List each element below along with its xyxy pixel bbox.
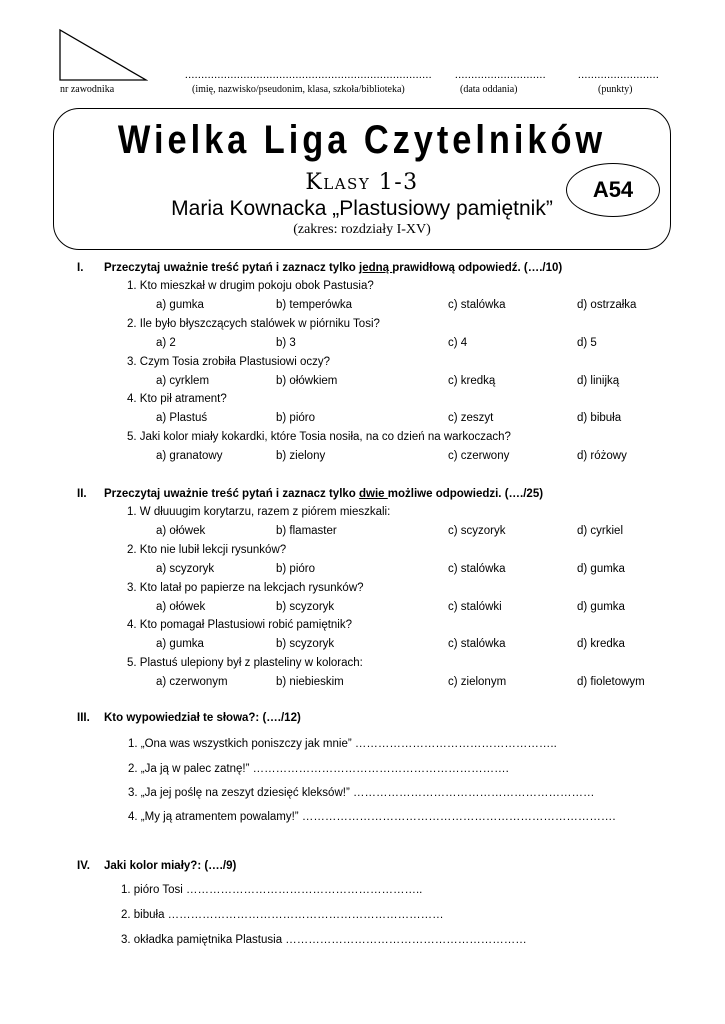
answer-option-d[interactable]: d) gumka (577, 600, 625, 613)
question-3: 3. Kto latał po papierze na lekcjach rysunków? (127, 581, 364, 594)
section-1-number: I. (77, 262, 84, 274)
answer-option-d[interactable]: d) ostrzałka (577, 299, 637, 311)
answer-option-b[interactable]: b) 3 (276, 336, 296, 349)
color-line-1[interactable]: 1. pióro Tosi …………………………………………………….. (121, 884, 423, 896)
answer-option-b[interactable]: b) niebieskim (276, 676, 344, 689)
answer-option-a[interactable]: a) granatowy (156, 450, 223, 463)
answer-option-d[interactable]: d) gumka (577, 562, 625, 575)
question-4: 4. Kto pił atrament? (127, 393, 227, 406)
name-blank[interactable]: ............................................................................ (185, 69, 432, 81)
section-3-instruction: Kto wypowiedział te słowa?: (…./12) (104, 712, 301, 724)
classes-subtitle: Klasy 1-3 (305, 170, 419, 195)
triangle-shape (60, 30, 146, 80)
section-4-number: IV. (77, 860, 91, 872)
answer-option-d[interactable]: d) cyrkiel (577, 525, 624, 537)
answer-option-a[interactable]: a) gumka (156, 299, 204, 311)
points-blank[interactable]: ......................... (578, 69, 660, 81)
name-label: (imię, nazwisko/pseudonim, klasa, szkoła/biblioteka) (192, 84, 405, 95)
section-4-heading (77, 860, 677, 876)
answer-option-c[interactable]: c) stalówki (448, 600, 502, 613)
date-label: (data oddania) (460, 84, 518, 95)
color-line-3[interactable]: 3. okładka pamiętnika Plastusia ……………………………………………………… (121, 934, 527, 946)
question-5: 5. Plastuś ulepiony był z plasteliny w kolorach: (127, 657, 363, 670)
answer-option-c[interactable]: c) kredką (448, 374, 496, 387)
answer-option-b[interactable]: b) ołówkiem (276, 374, 338, 387)
answer-option-d[interactable]: d) różowy (577, 450, 627, 463)
section-1-instruction: Przeczytaj uważnie treść pytań i zaznacz tylko jedną prawidłową odpowiedź. (…./10) (104, 262, 563, 274)
answer-option-a[interactable]: a) 2 (156, 336, 176, 349)
test-code-badge (566, 163, 660, 217)
chapter-range: (zakres: rozdziały I-XV) (293, 222, 431, 237)
test-code: A54 (592, 177, 634, 202)
answer-option-d[interactable]: d) fioletowym (577, 676, 645, 689)
section-2-heading (77, 488, 677, 504)
answer-option-b[interactable]: b) scyzoryk (276, 638, 335, 651)
answer-option-b[interactable]: b) pióro (276, 412, 315, 425)
section-1-heading (77, 262, 677, 278)
question-5: 5. Jaki kolor miały kokardki, które Tosia nosiła, na co dzień na warkoczach? (127, 431, 511, 444)
answer-option-c[interactable]: c) scyzoryk (448, 525, 506, 537)
player-number-label: nr zawodnika (60, 84, 115, 95)
answer-option-a[interactable]: a) ołówek (156, 525, 206, 537)
section-3-number: III. (77, 712, 90, 724)
answer-option-a[interactable]: a) Plastuś (156, 412, 208, 425)
answer-option-d[interactable]: d) bibuła (577, 412, 622, 425)
section-2-instruction: Przeczytaj uważnie treść pytań i zaznacz tylko dwie możliwe odpowiedzi. (…./25) (104, 488, 544, 500)
answer-option-c[interactable]: c) stalówka (448, 299, 506, 311)
question-2: 2. Kto nie lubił lekcji rysunków? (127, 543, 287, 556)
page-title: Wielka Liga Czytelników (117, 118, 607, 162)
question-2: 2. Ile było błyszczących stalówek w piórniku Tosi? (127, 317, 380, 330)
answer-option-b[interactable]: b) temperówka (276, 299, 353, 311)
answer-option-c[interactable]: c) czerwony (448, 450, 510, 463)
answer-option-a[interactable]: a) gumka (156, 638, 204, 651)
question-4: 4. Kto pomagał Plastusiowi robić pamiętnik? (127, 619, 353, 632)
answer-option-c[interactable]: c) zeszyt (448, 412, 494, 425)
section-4-instruction: Jaki kolor miały?: (…./9) (104, 860, 237, 872)
answer-option-c[interactable]: c) stalówka (448, 562, 506, 575)
question-3: 3. Czym Tosia zrobiła Plastusiowi oczy? (127, 355, 331, 368)
date-blank[interactable]: ............................ (455, 69, 546, 81)
book-title: Maria Kownacka „Plastusiowy pamiętnik” (171, 197, 553, 220)
answer-option-b[interactable]: b) zielony (276, 450, 326, 463)
section-3-heading (77, 712, 677, 728)
section-2-number: II. (77, 488, 87, 500)
answer-option-a[interactable]: a) ołówek (156, 600, 206, 613)
question-1: 1. Kto mieszkał w drugim pokoju obok Pastusia? (127, 280, 374, 292)
color-line-2[interactable]: 2. bibuła ……………………………………………………………… (121, 909, 444, 921)
answer-option-b[interactable]: b) pióro (276, 562, 315, 575)
quote-line-3[interactable]: 3. „Ja jej poślę na zeszyt dziesięć kleksów!” ……………………………………………………… (128, 787, 595, 799)
answer-option-d[interactable]: d) 5 (577, 336, 597, 349)
answer-option-b[interactable]: b) scyzoryk (276, 600, 335, 613)
question-1: 1. W dłuuugim korytarzu, razem z piórem mieszkali: (127, 506, 391, 518)
answer-option-a[interactable]: a) cyrklem (156, 374, 210, 387)
answer-option-d[interactable]: d) linijką (577, 374, 620, 387)
quote-line-4[interactable]: 4. „My ją atramentem powalamy!” ………………………………………………………………………. (128, 811, 616, 823)
answer-option-c[interactable]: c) stalówka (448, 638, 506, 651)
points-label: (punkty) (598, 84, 633, 95)
answer-option-c[interactable]: c) 4 (448, 336, 468, 349)
quote-line-2[interactable]: 2. „Ja ją w palec zatnę!” …………………………………………………………. (128, 763, 509, 775)
player-number-triangle[interactable] (58, 28, 148, 82)
answer-option-b[interactable]: b) flamaster (276, 525, 337, 537)
quote-line-1[interactable]: 1. „Ona was wszystkich poniszczy jak mnie” …………………………………………….. (128, 738, 557, 750)
answer-option-a[interactable]: a) scyzoryk (156, 562, 215, 575)
answer-option-c[interactable]: c) zielonym (448, 676, 507, 689)
answer-option-a[interactable]: a) czerwonym (156, 676, 228, 689)
answer-option-d[interactable]: d) kredka (577, 638, 625, 651)
